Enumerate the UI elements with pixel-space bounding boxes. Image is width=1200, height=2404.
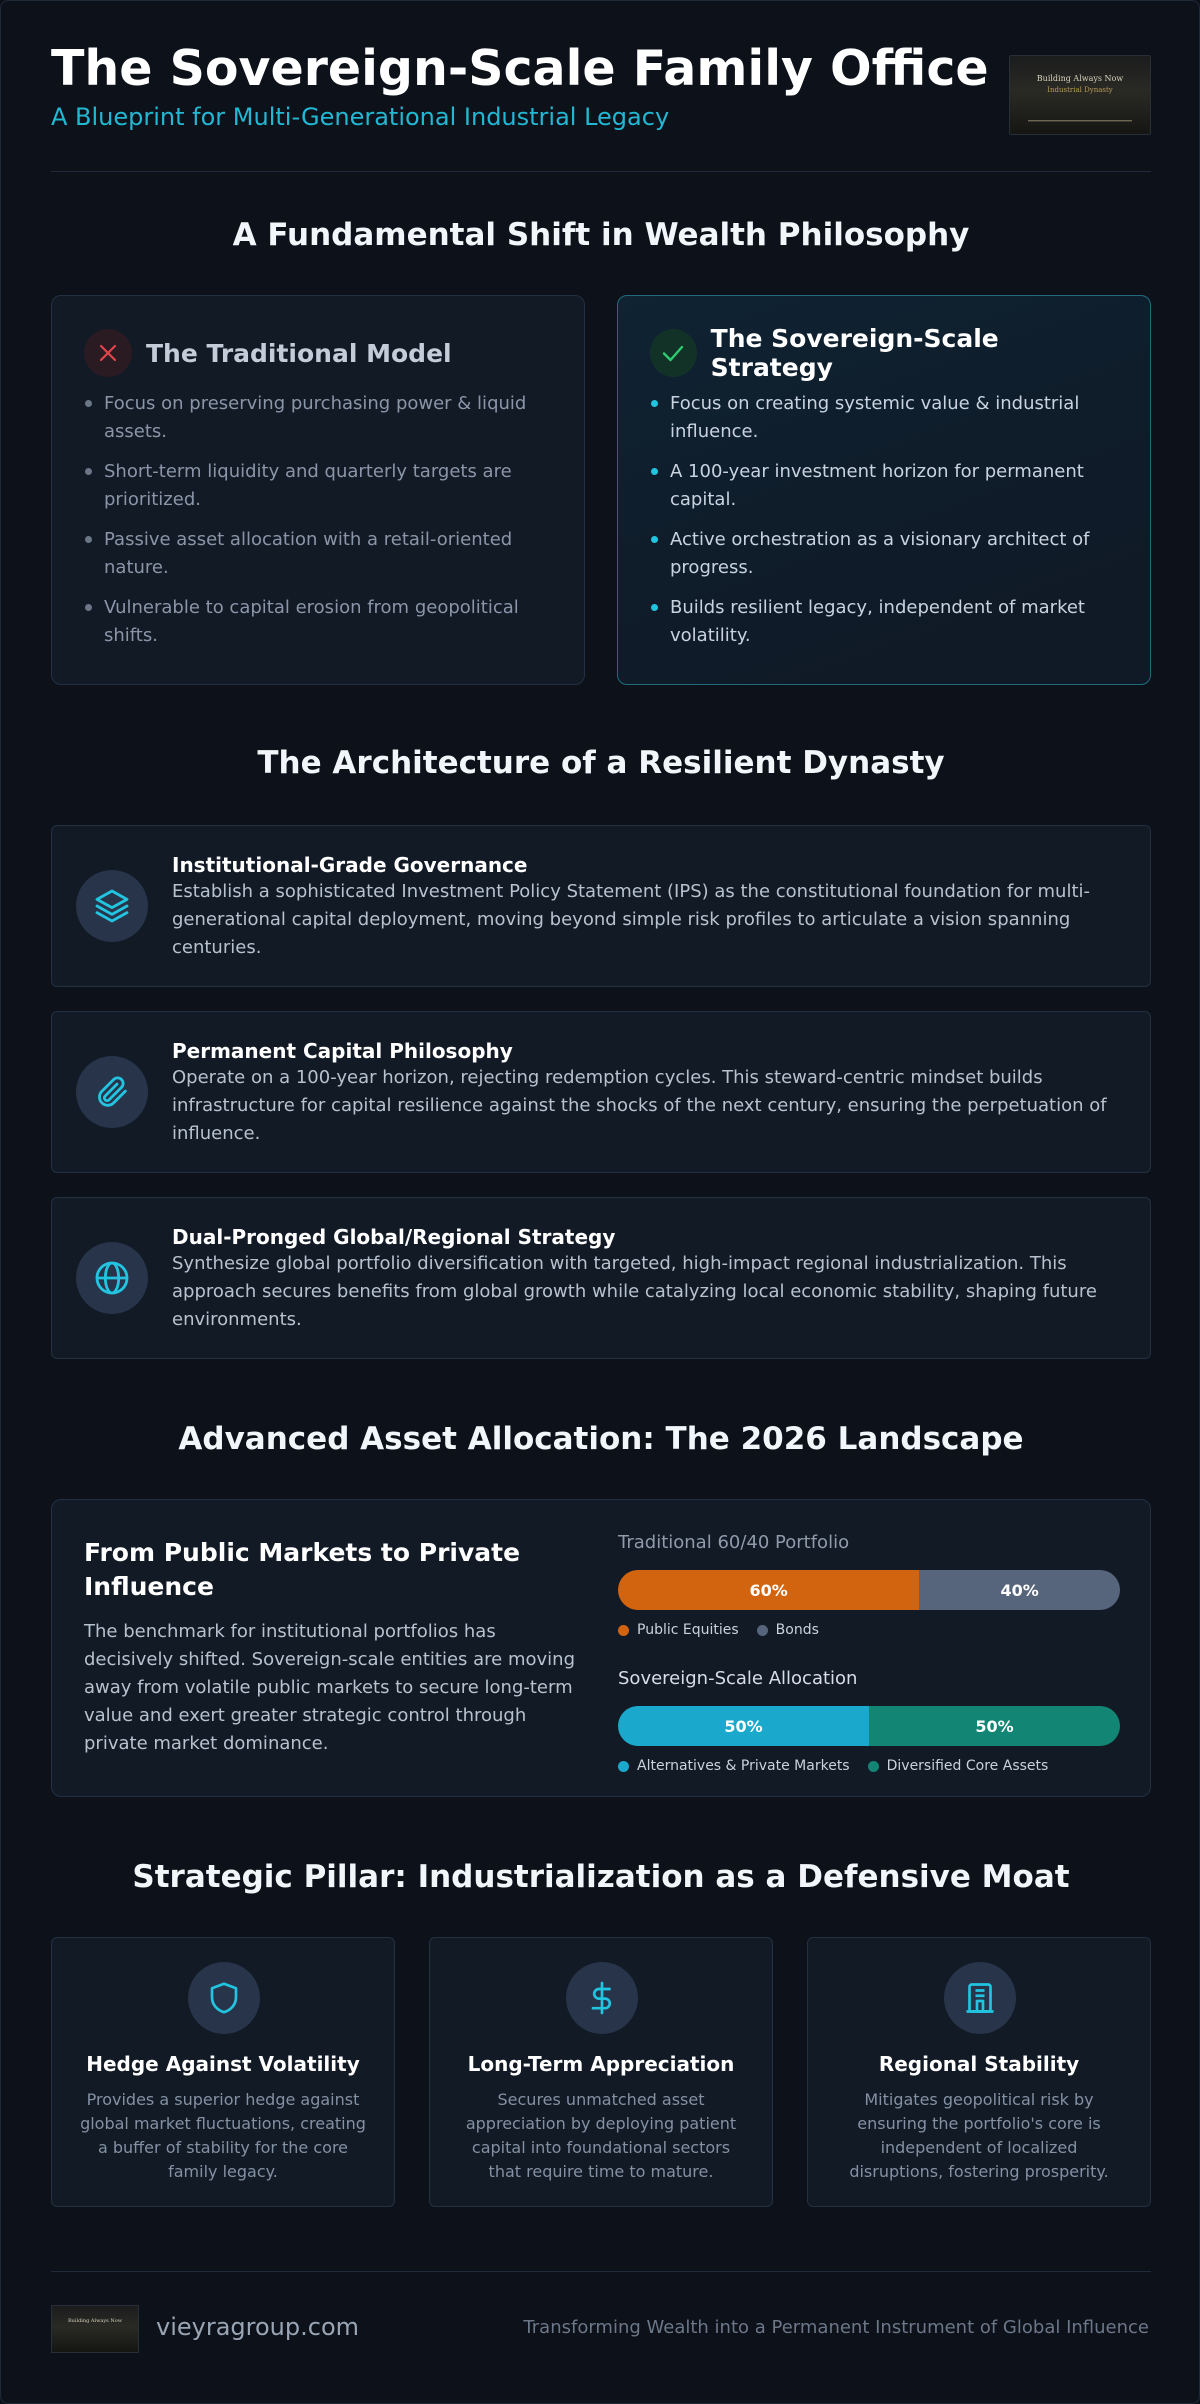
architecture-item-global-regional — [51, 1197, 1151, 1359]
traditional-portfolio-bar — [618, 1570, 1120, 1610]
footer-logo-text: Building Always Now — [67, 2318, 123, 2324]
sovereign-allocation-label: Sovereign-Scale Allocation — [618, 1668, 858, 1689]
architecture-item-body: Operate on a 100-year horizon, rejecting redemption cycles. This steward-centric mindset builds infrastructure for capital resilience against the shocks of the next century, ensuring the perpetuation of influence. — [172, 1067, 1107, 1144]
pillar-title: Hedge Against Volatility — [86, 2052, 360, 2076]
layers-icon — [76, 870, 148, 942]
list-item: Focus on creating systemic value & industrial influence. — [650, 390, 1118, 446]
pillar-card-volatility — [51, 1937, 395, 2207]
pillar-body: Mitigates geopolitical risk by ensuring the portfolio's core is independent of localized disruptions, fostering prosperity. — [849, 2090, 1109, 2181]
footer-logo — [51, 2305, 139, 2353]
pillar-body: Secures unmatched asset appreciation by deploying patient capital into foundational sectors that require time to mature. — [465, 2090, 737, 2181]
page-title: The Sovereign-Scale Family Office — [51, 40, 989, 97]
page-subtitle: A Blueprint for Multi-Generational Industrial Legacy — [51, 103, 670, 132]
traditional-model-card — [51, 295, 585, 685]
list-item: Builds resilient legacy, independent of market volatility. — [650, 594, 1118, 650]
legend-label: Bonds — [775, 1622, 819, 1638]
traditional-portfolio-label: Traditional 60/40 Portfolio — [618, 1532, 850, 1553]
section-title-pillars: Strategic Pillar: Industrialization as a Defensive Moat — [132, 1859, 1070, 1895]
legend-item — [618, 1622, 739, 1638]
architecture-item-title: Institutional-Grade Governance — [172, 853, 528, 877]
building-icon — [944, 1962, 1016, 2034]
sovereign-strategy-title: The Sovereign-Scale Strategy — [710, 324, 999, 382]
legend-item — [868, 1758, 1049, 1774]
architecture-item-body: Establish a sophisticated Investment Policy Statement (IPS) as the constitutional foundation for multi-generational capital deployment, moving beyond simple risk profiles to articulate a vision spanning centuries. — [172, 881, 1090, 958]
bar-segment-diversified-core-assets: 50% — [869, 1706, 1120, 1746]
check-icon — [650, 329, 697, 377]
shield-icon — [188, 1962, 260, 2034]
section-title-architecture: The Architecture of a Resilient Dynasty — [257, 745, 945, 781]
architecture-item-body: Synthesize global portfolio diversification with targeted, high-impact regional industrialization. This approach secures benefits from global growth while catalyzing local economic stability, shaping future environments. — [172, 1253, 1097, 1330]
architecture-item-governance — [51, 825, 1151, 987]
footer-tagline: Transforming Wealth into a Permanent Instrument of Global Influence — [523, 2317, 1149, 2338]
sovereign-strategy-card — [617, 295, 1151, 685]
list-item: Passive asset allocation with a retail-oriented nature. — [84, 526, 552, 582]
bar-segment-public-equities: 60% — [618, 1570, 919, 1610]
header-thumbnail-image — [1009, 55, 1151, 135]
list-item: Vulnerable to capital erosion from geopolitical shifts. — [84, 594, 552, 650]
dollar-icon — [566, 1962, 638, 2034]
traditional-portfolio-legend — [618, 1620, 1120, 1640]
bar-segment-alternatives-private-markets: 50% — [618, 1706, 869, 1746]
header-divider — [51, 171, 1151, 172]
list-item: A 100-year investment horizon for permanent capital. — [650, 458, 1118, 514]
footer-divider — [51, 2271, 1151, 2272]
architecture-item-title: Permanent Capital Philosophy — [172, 1039, 513, 1063]
list-item: Active orchestration as a visionary architect of progress. — [650, 526, 1118, 582]
x-icon — [84, 329, 132, 377]
traditional-model-title: The Traditional Model — [146, 338, 452, 368]
legend-label: Diversified Core Assets — [886, 1758, 1049, 1774]
header — [51, 41, 1151, 171]
legend-dot — [757, 1625, 768, 1636]
section-title-allocation: Advanced Asset Allocation: The 2026 Landscape — [178, 1421, 1024, 1457]
list-item: Focus on preserving purchasing power & liquid assets. — [84, 390, 552, 446]
sovereign-allocation-legend — [618, 1756, 1120, 1776]
traditional-model-header — [84, 328, 552, 378]
allocation-card — [51, 1499, 1151, 1797]
legend-dot — [868, 1761, 879, 1772]
legend-label: Alternatives & Private Markets — [637, 1758, 850, 1774]
pillar-body: Provides a superior hedge against global market fluctuations, creating a buffer of stability for the core family legacy. — [80, 2090, 366, 2181]
allocation-card-body: The benchmark for institutional portfolios has decisively shifted. Sovereign-scale entities are moving away from volatile public markets to secure long-term value and exert greater strategic control through private market dominance. — [84, 1621, 576, 1754]
list-item: Short-term liquidity and quarterly targets are prioritized. — [84, 458, 552, 514]
traditional-model-list — [84, 390, 552, 650]
sovereign-allocation-bar — [618, 1706, 1120, 1746]
thumbnail-rule — [1028, 120, 1132, 122]
legend-item — [757, 1622, 819, 1638]
footer-site-link[interactable]: vieyragroup.com — [156, 2313, 360, 2341]
allocation-bars — [618, 1532, 1120, 1776]
legend-dot — [618, 1625, 629, 1636]
allocation-card-title: From Public Markets to Private Influence — [84, 1538, 521, 1601]
globe-icon — [76, 1242, 148, 1314]
section-title-philosophy: A Fundamental Shift in Wealth Philosophy — [232, 217, 970, 253]
architecture-item-permanent-capital — [51, 1011, 1151, 1173]
sovereign-strategy-list — [650, 390, 1118, 650]
paperclip-icon — [76, 1056, 148, 1128]
pillar-card-appreciation — [429, 1937, 773, 2207]
pillar-title: Long-Term Appreciation — [467, 2052, 735, 2076]
legend-item — [618, 1758, 850, 1774]
bar-segment-bonds: 40% — [919, 1570, 1120, 1610]
thumbnail-line-2: Industrial Dynasty — [1047, 86, 1113, 94]
legend-dot — [618, 1761, 629, 1772]
pillar-card-stability — [807, 1937, 1151, 2207]
sovereign-strategy-header — [650, 324, 1118, 382]
legend-label: Public Equities — [637, 1622, 739, 1638]
thumbnail-line-1: Building Always Now — [1036, 74, 1124, 83]
architecture-item-title: Dual-Pronged Global/Regional Strategy — [172, 1225, 616, 1249]
pillar-title: Regional Stability — [878, 2052, 1080, 2076]
